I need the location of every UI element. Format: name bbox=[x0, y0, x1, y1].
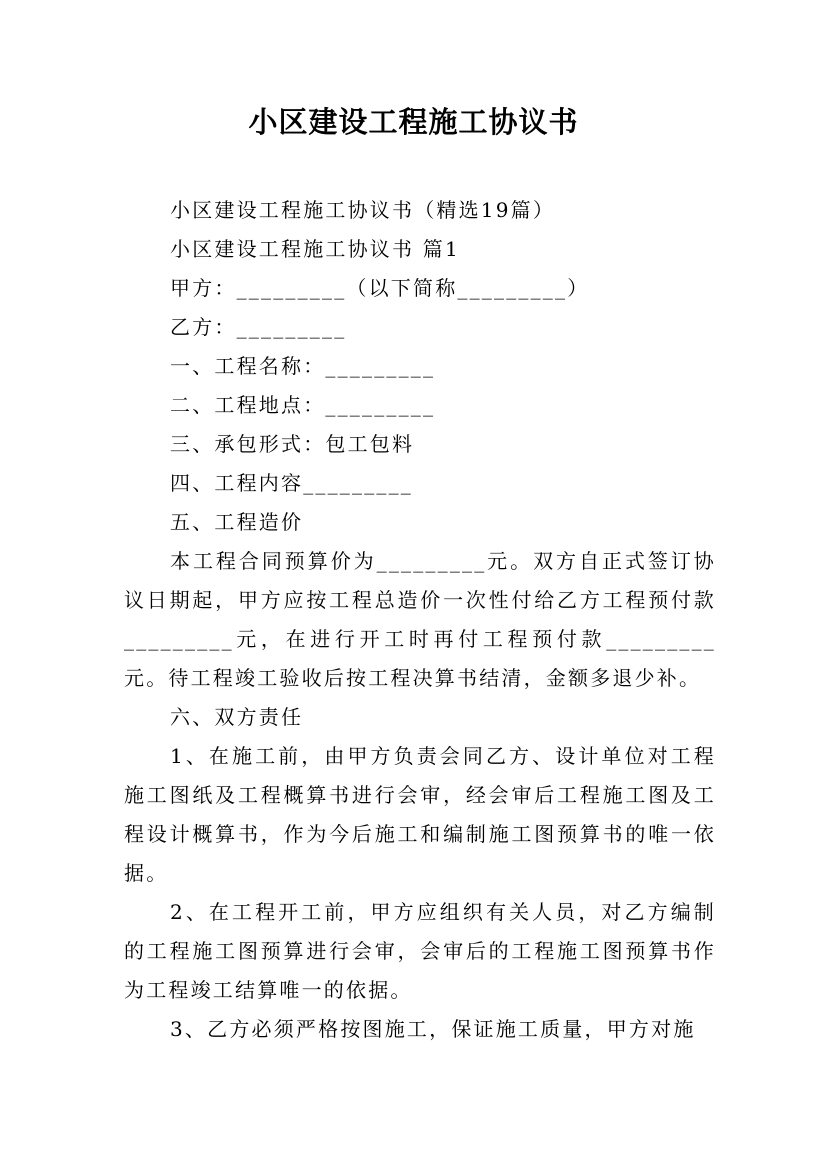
paragraph-responsibility-1: 1、在施工前，由甲方负责会同乙方、设计单位对工程施工图纸及工程概算书进行会审，经会审后工程施工图及工程设计概算书，作为今后施工和编制施工图预算书的唯一依据。 bbox=[124, 744, 716, 885]
document-title: 小区建设工程施工协议书 bbox=[248, 105, 579, 139]
paragraph-project-cost-heading: 五、工程造价 bbox=[170, 510, 304, 534]
paragraph-project-location: 二、工程地点：_________ bbox=[170, 393, 436, 417]
paragraph-subtitle: 小区建设工程施工协议书（精选19篇） bbox=[170, 198, 556, 222]
paragraph-party-b: 乙方：_________ bbox=[170, 315, 347, 339]
paragraph-project-name: 一、工程名称：_________ bbox=[170, 354, 436, 378]
paragraph-project-content: 四、工程内容_________ bbox=[170, 471, 413, 495]
paragraph-responsibilities-heading: 六、双方责任 bbox=[170, 705, 304, 729]
document-body bbox=[124, 191, 716, 1049]
paragraph-project-cost: 本工程合同预算价为_________元。双方自正式签订协议日期起，甲方应按工程总造价一次性付给乙方工程预付款_________元，在进行开工时再付工程预付款_________元。待工程竣工验收后按工程决算书结清，金额多退少补。 bbox=[124, 549, 716, 690]
paragraph-party-a: 甲方：_________（以下简称_________） bbox=[170, 276, 590, 300]
paragraph-contract-form: 三、承包形式：包工包料 bbox=[170, 432, 415, 456]
paragraph-responsibility-3: 3、乙方必须严格按图施工，保证施工质量，甲方对施 bbox=[170, 1017, 696, 1041]
paragraph-section-heading: 小区建设工程施工协议书 篇1 bbox=[170, 237, 460, 261]
paragraph-responsibility-2: 2、在工程开工前，甲方应组织有关人员，对乙方编制的工程施工图预算进行会审，会审后的工程施工图预算书作为工程竣工结算唯一的依据。 bbox=[124, 900, 716, 1002]
